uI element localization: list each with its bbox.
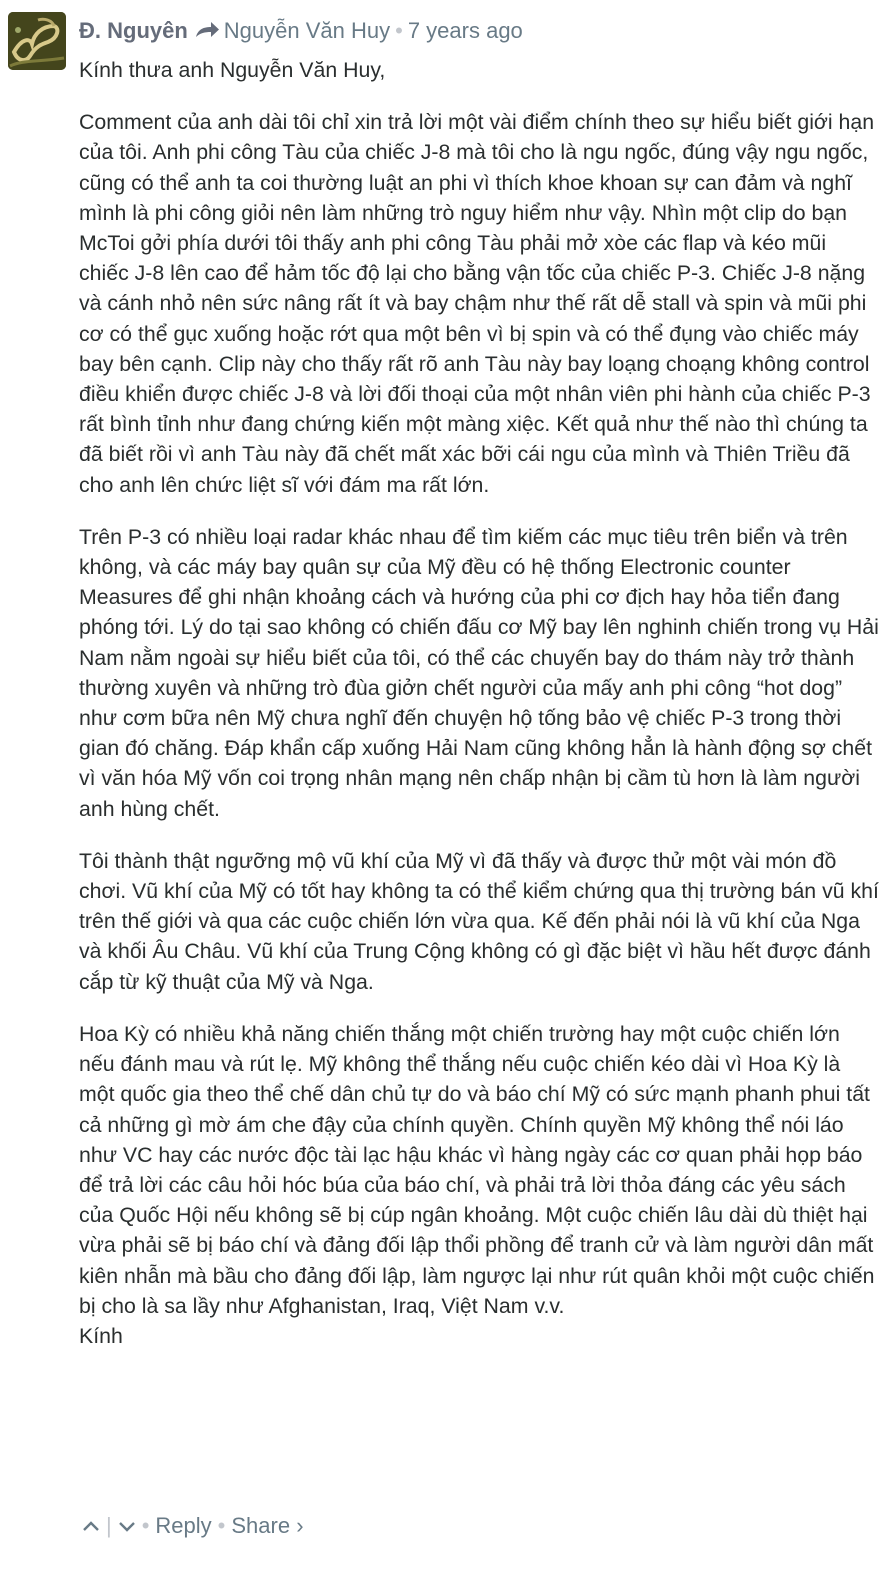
footer-dot: • <box>217 1513 226 1538</box>
comment-paragraph: Trên P-3 có nhiều loại radar khác nhau để tìm kiếm các mục tiêu trên biển và trên không, và các máy bay quân sự của Mỹ đều có hệ thống Electronic counter Measures để ghi nhận khoảng cách và hướng của phi cơ địch hay hỏa tiển đang phóng tới. Lý do tại sao không có chiến đấu cơ Mỹ bay lên nghinh chiến trong vụ Hải Nam nằm ngoài sự hiểu biết của tôi, có thể các chuyến bay do thám này trở thành thường xuyên và những trò đùa giởn chết người của mấy anh phi công “hot dog” như cơm bữa nên Mỹ chưa nghĩ đến chuyện hộ tống bảo vệ chiếc P-3 trong thời gian đó chăng. Đáp khẩn cấp xuống Hải Nam cũng không hẳn là hành động sợ chết vì văn hóa Mỹ vốn coi trọng nhân mạng nên chấp nhận bị cầm tù hơn là làm người anh hùng chết. <box>79 524 879 821</box>
parent-author-link[interactable]: Nguyễn Văn Huy <box>223 18 391 43</box>
meta-separator: • <box>395 18 403 43</box>
comment-header <box>79 16 523 46</box>
reply-button[interactable]: Reply <box>155 1513 212 1538</box>
comment-timestamp[interactable]: 7 years ago <box>407 18 523 43</box>
author-name[interactable]: Đ. Nguyên <box>79 18 188 43</box>
comment-paragraph: Comment của anh dài tôi chỉ xin trả lời một vài điểm chính theo sự hiểu biết giới hạn của tôi. Anh phi công Tàu của chiếc J-8 mà tôi cho là ngu ngốc, đúng vậy ngu ngốc, cũng có thể anh ta coi thường luật an phi vì thích khoe khoan sự can đảm và nghĩ mình là phi công giỏi nên làm những trò nguy hiểm như vậy. Nhìn một clip do bạn McToi gởi phía dưới tôi thấy anh phi công Tàu phải mở xòe các flap và kéo mũi chiếc J-8 lên cao để hảm tốc độ lại cho bằng vận tốc của chiếc P-3. Chiếc J-8 nặng và cánh nhỏ nên sức nâng rất ít và bay chậm như thế rất dễ stall và spin và mũi phi cơ có thể gục xuống hoặc rớt qua một bên vì bị spin và có thể đụng vào chiếc máy bay bên cạnh. Clip này cho thấy rất rõ anh Tàu này bay loạng choạng không control điều khiển được chiếc J-8 và lời đối thoại của một nhân viên phi hành của chiếc P-3 rất bình tỉnh như đang chứng kiến một màng xiệc. Kết quả như thế nào thì chúng ta đã biết rồi vì anh Tàu này đã chết mất xác bỡi cái ngu của mình và Thiên Triều đã cho anh lên chức liệt sĩ với đám ma rất lớn. <box>79 110 875 497</box>
chevron-down-icon[interactable] <box>118 1519 136 1533</box>
reply-arrow-icon <box>194 20 220 40</box>
comment-paragraph: Hoa Kỳ có nhiều khả năng chiến thắng một chiến trường hay một cuộc chiến lớn nếu đánh mau và rút lẹ. Mỹ không thể thắng nếu cuộc chiến kéo dài vì Hoa Kỳ là một quốc gia theo thể chế dân chủ tự do và báo chí Mỹ có sức mạnh phanh phui tất cả những gì mờ ám che đậy của chính quyền. Chính quyền Mỹ không thể nói láo như VC hay các nước độc tài lạc hậu khác vì hàng ngày các cơ quan phải họp báo để trả lời các câu hỏi hóc búa của báo chí, và phải trả lời thỏa đáng các yêu sách của Quốc Hội nếu không sẽ bị cúp ngân khoảng. Một cuộc chiến lâu dài dù thiệt hại vừa phải sẽ bị báo chí và đảng đối lập thổi phồng để tranh cử và làm người dân mất kiên nhẫn mà bầu cho đảng đối lập, làm ngược lại như rút quân khỏi một cuộc chiến bị cho là sa lầy như Afghanistan, Iraq, Việt Nam v.v. <box>79 1021 875 1318</box>
comment-body <box>79 55 879 1351</box>
comment-paragraph: Tôi thành thật ngưỡng mộ vũ khí của Mỹ vì đã thấy và được thử một vài món đồ chơi. Vũ khí của Mỹ có tốt hay không ta có thể kiểm chứng qua thị trường bán vũ khí trên thế giới và qua các cuộc chiến lớn vừa qua. Kế đến phải nói là vũ khí của Nga và khối Âu Châu. Vũ khí của Trung Cộng không có gì đặc biệt vì hầu hết được đánh cắp từ kỹ thuật của Mỹ và Nga. <box>79 848 879 994</box>
vote-separator: | <box>106 1513 112 1538</box>
share-button[interactable]: Share › <box>231 1513 304 1538</box>
comment-footer <box>82 1511 304 1541</box>
footer-dot: • <box>141 1513 150 1538</box>
avatar[interactable] <box>8 12 66 70</box>
comment-signoff: Kính <box>79 1323 123 1348</box>
chevron-up-icon[interactable] <box>82 1519 100 1533</box>
avatar-image <box>8 12 66 70</box>
comment-greeting: Kính thưa anh Nguyễn Văn Huy, <box>79 58 386 82</box>
